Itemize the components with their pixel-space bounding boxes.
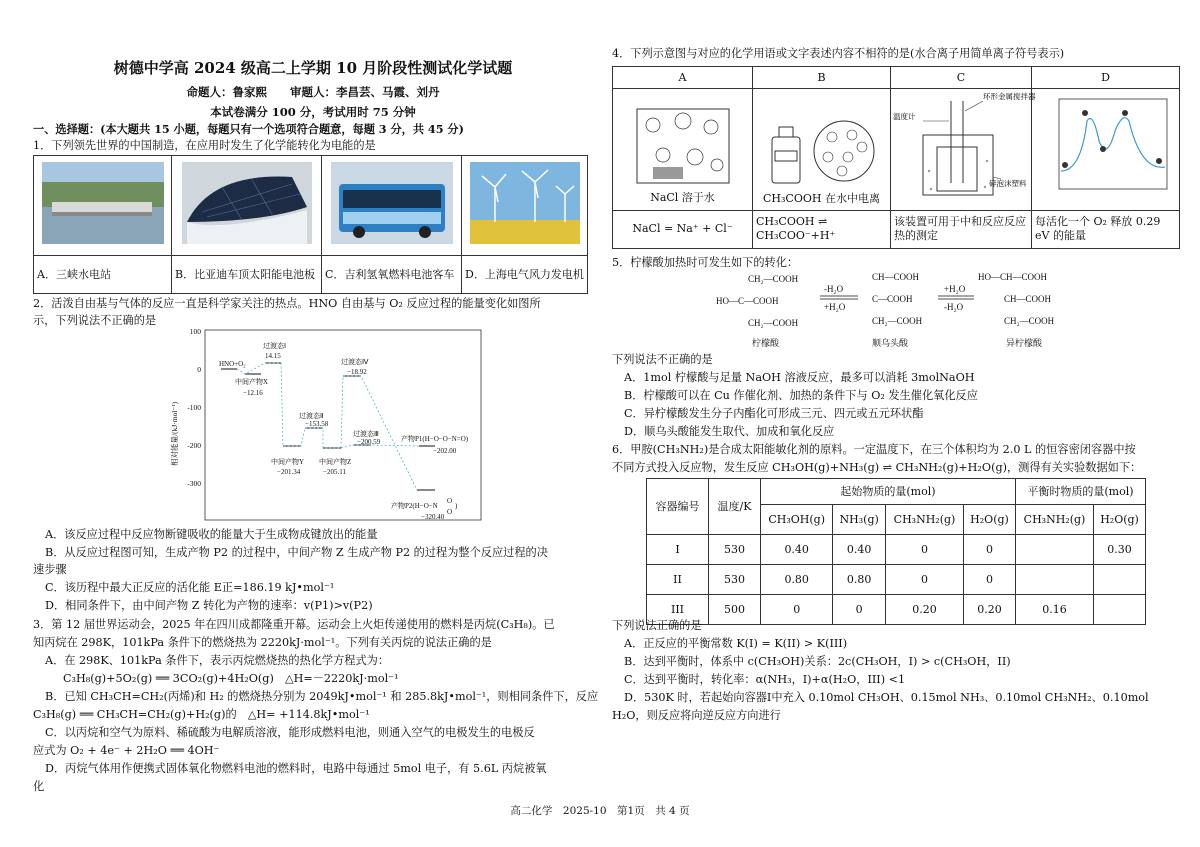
svg-text:−202.00: −202.00 [433,447,457,455]
q2-stem-line1: 2．活泼自由基与气体的反应一直是科学家关注的热点。HNO 自由基与 O₂ 反应过程的能量变化如图所 [33,297,541,310]
q3-option-c-cont: 应式为 O₂ + 4e⁻ + 2H₂O ══ 4OH⁻ [33,744,220,757]
th-col: H₂O(g) [964,505,1016,535]
svg-text:CH₂—COOH: CH₂—COOH [1004,316,1055,326]
q4-figure-c [891,89,1036,211]
o2-activation-energy-diagram [1041,91,1171,203]
svg-text:−320.40: −320.40 [421,513,445,521]
svg-text:-H₂O: -H₂O [944,302,964,312]
hydropower-dam-image [42,162,164,244]
svg-text:HNO+O₂: HNO+O₂ [219,360,246,368]
table-row: II 530 0.80 0.80 0 0 [647,565,1146,595]
q4-stem: 4．下列示意图与对应的化学用语或文字表述内容不相符的是(水合离子用简单离子符号表示) [612,47,1065,60]
q3-equation-a: C₃H₈(g)+5O₂(g) ══ 3CO₂(g)+4H₂O(g) △H=－2220kJ·mol⁻¹ [63,672,399,685]
q1-option-b: B．比亚迪车顶太阳能电池板 [172,256,322,294]
svg-text:14.15: 14.15 [265,352,281,360]
q5-prompt: 下列说法不正确的是 [612,353,713,366]
svg-text:CH₂—COOH: CH₂—COOH [872,316,923,326]
th-col: CH₃OH(g) [761,505,833,535]
table-row: III 500 0 0 0.20 0.20 0.16 [647,595,1146,625]
q6-line2: 不同方式投入反应物，发生反应 CH₃OH(g)+NH₃(g) ⇌ CH₃NH₂(g)+H₂O(g)，测得有关实验数据如下： [612,461,1142,474]
name-citric: 柠檬酸 [752,338,780,348]
svg-text:O: O [447,497,453,505]
name-isocitric: 异柠檬酸 [1006,338,1043,348]
solar-roof-car-image [182,162,312,244]
svg-text:过渡态Ⅱ: 过渡态Ⅱ [299,412,324,420]
fuel-cell-bus-image [331,162,453,244]
svg-text:过渡态Ⅳ: 过渡态Ⅳ [341,358,369,366]
q1-option-c: C．吉利氢氧燃料电池客车 [322,256,462,294]
svg-text:−153.58: −153.58 [305,420,329,428]
wind-turbines-image [470,162,580,244]
q6-prompt: 下列说法正确的是 [612,619,702,632]
ytick: 0 [197,365,201,374]
q6-option-d-cont: H₂O，则反应将向逆反应方向进行 [612,709,781,722]
q1-stem: 1．下列领先世界的中国制造，在应用时发生了化学能转化为电能的是 [33,139,376,152]
q4-header-a: A [613,67,753,89]
q4-header-b: B [753,67,891,89]
q3-option-c: C．以丙烷和空气为原料、稀硫酸为电解质溶液，能形成燃料电池，则通入空气的电极发生的电极反 [45,726,535,739]
q3-option-b: B．已知 CH₃CH=CH₂(丙烯)和 H₂ 的燃烧热分别为 2049kJ•mol⁻¹ 和 285.8kJ•mol⁻¹，则相同条件下，反应 [45,690,599,703]
ytick: -300 [187,479,201,488]
th-equilibrium: 平衡时物质的量(mol) [1015,479,1145,505]
th-initial: 起始物质的量(mol) [761,479,1016,505]
q3-option-d: D．丙烷气体用作便携式固体氧化物燃料电池的燃料时，电路中每通过 5mol 电子，有 5.6L 丙烷被氧 [45,762,547,775]
svg-text:HO—CH—COOH: HO—CH—COOH [978,272,1048,282]
exam-title: 树德中学高 2024 级高二上学期 10 月阶段性测试化学试题 [113,59,513,77]
svg-text:过渡态Ⅰ: 过渡态Ⅰ [263,342,287,350]
svg-text:CH—COOH: CH—COOH [872,272,920,282]
q6-line1: 6．甲胺(CH₃NH₂)是合成太阳能敏化剂的原料。一定温度下，在三个体积均为 2.0 L 的恒容密闭容器中按 [612,443,1136,456]
svg-text:碎泡沫塑料: 碎泡沫塑料 [989,179,1027,188]
svg-text:−200.59: −200.59 [357,438,381,446]
q4-header-d: D [1032,67,1180,89]
svg-text:): ) [455,502,458,510]
q4-table [612,66,1180,249]
q4-desc-b: CH₃COOH ⇌ CH₃COO⁻+H⁺ [753,210,891,248]
svg-text:中间产物Z: 中间产物Z [319,458,352,466]
q6-data-table [646,478,1146,625]
q1-image-d [462,156,588,256]
q4-figure-a [613,89,753,211]
th-col: H₂O(g) [1094,505,1146,535]
q1-image-a [34,156,172,256]
q6-option-c: C．达到平衡时，转化率：α(NH₃，I)+α(H₂O，III) <1 [624,673,906,686]
svg-text:+H₂O: +H₂O [824,302,846,312]
th-col: CH₃NH₂(g) [1015,505,1093,535]
q6-option-a: A．正反应的平衡常数 K(I) = K(II) > K(III) [624,637,848,650]
svg-text:-H₂O: -H₂O [824,284,844,294]
svg-text:过渡态Ⅲ: 过渡态Ⅲ [353,430,379,438]
svg-text:环形金属搅拌器: 环形金属搅拌器 [983,92,1036,101]
q1-option-d: D．上海电气风力发电机 [462,256,588,294]
svg-text:产物P2(H−O−N: 产物P2(H−O−N [391,502,438,510]
svg-text:温度计: 温度计 [893,112,916,121]
th-col: CH₃NH₂(g) [885,505,963,535]
calorimeter-diagram [893,91,1036,203]
acetic-acid-diagram [762,117,882,187]
q3-equation-b: C₃H₈(g) ══ CH₃CH=CH₂(g)+H₂(g)的 △H= +114.8kJ•mol⁻¹ [33,708,370,721]
name-aconitic: 顺乌头酸 [872,338,909,348]
table-row: I 530 0.40 0.40 0 0 0.30 [647,535,1146,565]
q4-caption-b: CH₃COOH 在水中电离 [763,191,880,205]
ytick: -100 [187,403,201,412]
svg-text:CH—COOH: CH—COOH [1004,294,1052,304]
svg-text:O: O [447,508,453,516]
svg-text:中间产物Y: 中间产物Y [271,458,305,466]
section-heading: 一、选择题：(本大题共 15 小题，每题只有一个选项符合题意，每题 3 分，共 45 分) [33,122,464,136]
svg-text:CH₂—COOH: CH₂—COOH [748,318,799,328]
svg-text:−18.92: −18.92 [347,368,367,376]
svg-text:+H₂O: +H₂O [944,284,966,294]
q5-stem: 5．柠檬酸加热时可发生如下的转化： [612,256,799,269]
svg-text:−201.34: −201.34 [277,468,301,476]
q1-option-a: A．三峡水电站 [34,256,172,294]
th-temp: 温度/K [709,479,761,535]
q4-desc-d: 每活化一个 O₂ 释放 0.29 eV 的能量 [1032,210,1180,248]
energy-profile-chart [165,326,485,526]
q5-option-b: B．柠檬酸可以在 Cu 作催化剂、加热的条件下与 O₂ 发生催化氧化反应 [624,389,978,402]
svg-text:CH₂—COOH: CH₂—COOH [748,274,799,284]
q4-figure-b [753,89,891,211]
q2-stem-line2: 示，下列说法不正确的是 [33,314,157,327]
ytick: -200 [187,441,201,450]
q4-caption-a: NaCl 溶于水 [650,191,715,204]
svg-text:C—COOH: C—COOH [872,294,913,304]
q4-figure-d [1032,89,1180,211]
th-col: NH₃(g) [833,505,886,535]
ytick: 100 [189,327,201,336]
q3-line2: 知丙烷在 298K，101kPa 条件下的燃烧热为 2220kJ·mol⁻¹。下列有关丙烷的说法正确的是 [33,636,492,649]
q5-option-a: A．1mol 柠檬酸与足量 NaOH 溶液反应，最多可以消耗 3molNaOH [624,371,975,384]
q6-option-b: B．达到平衡时，体系中 c(CH₃OH)关系：2c(CH₃OH，I) > c(CH₃OH，II) [624,655,1011,668]
q5-option-c: C．异柠檬酸发生分子内酯化可形成三元、四元或五元环状酯 [624,407,924,420]
q5-option-d: D．顺乌头酸能发生取代、加成和氧化反应 [624,425,835,438]
exam-info: 本试卷满分 100 分，考试用时 75 分钟 [210,105,416,119]
svg-text:中间产物X: 中间产物X [235,378,269,386]
q2-option-d: D．相同条件下，由中间产物 Z 转化为产物的速率：v(P1)>v(P2) [45,599,373,612]
th-container: 容器编号 [647,479,709,535]
q4-desc-c: 该装置可用于中和反应反应热的测定 [891,210,1032,248]
q2-option-c: C．该历程中最大正反应的活化能 E正=186.19 kJ•mol⁻¹ [45,581,335,594]
svg-text:产物P1(H−O−O−N=O): 产物P1(H−O−O−N=O) [401,435,469,443]
svg-text:−205.11: −205.11 [323,468,346,476]
q2-option-b-cont: 速步骤 [33,563,67,576]
q4-desc-a: NaCl = Na⁺ + Cl⁻ [613,210,753,248]
nacl-dissolving-diagram [623,105,743,185]
page-footer: 高二化学 2025-10 第1页 共 4 页 [510,805,690,817]
q3-option-a: A．在 298K、101kPa 条件下，表示丙烷燃烧热的热化学方程式为： [45,654,390,667]
q1-table [33,155,588,294]
citric-acid-scheme [712,268,1172,352]
svg-text:HO—C—COOH: HO—C—COOH [716,296,779,306]
q2-option-a: A．该反应过程中反应物断键吸收的能量大于生成物成键放出的能量 [45,528,378,541]
authors-line: 命题人：鲁家熙 审题人：李昌芸、马霞、刘丹 [186,85,440,99]
svg-text:−12.16: −12.16 [243,389,263,397]
q1-image-b [172,156,322,256]
q3-option-d-cont: 化 [33,780,45,793]
q6-option-d: D．530K 时，若起始向容器I中充入 0.10mol CH₃OH、0.15mol NH₃、0.10mol CH₃NH₂、0.10mol [624,691,1149,704]
chart-ylabel: 相对能量/(kJ·mol⁻¹) [170,401,179,466]
q1-image-c [322,156,462,256]
q4-header-c: C [891,67,1032,89]
q3-line1: 3．第 12 届世界运动会，2025 年在四川成都隆重开幕。运动会上火炬传递使用的燃料是丙烷(C₃H₈)。已 [33,618,555,631]
q2-option-b: B．从反应过程图可知，生成产物 P2 的过程中，中间产物 Z 生成产物 P2 的过程为整个反应过程的决 [45,546,548,559]
